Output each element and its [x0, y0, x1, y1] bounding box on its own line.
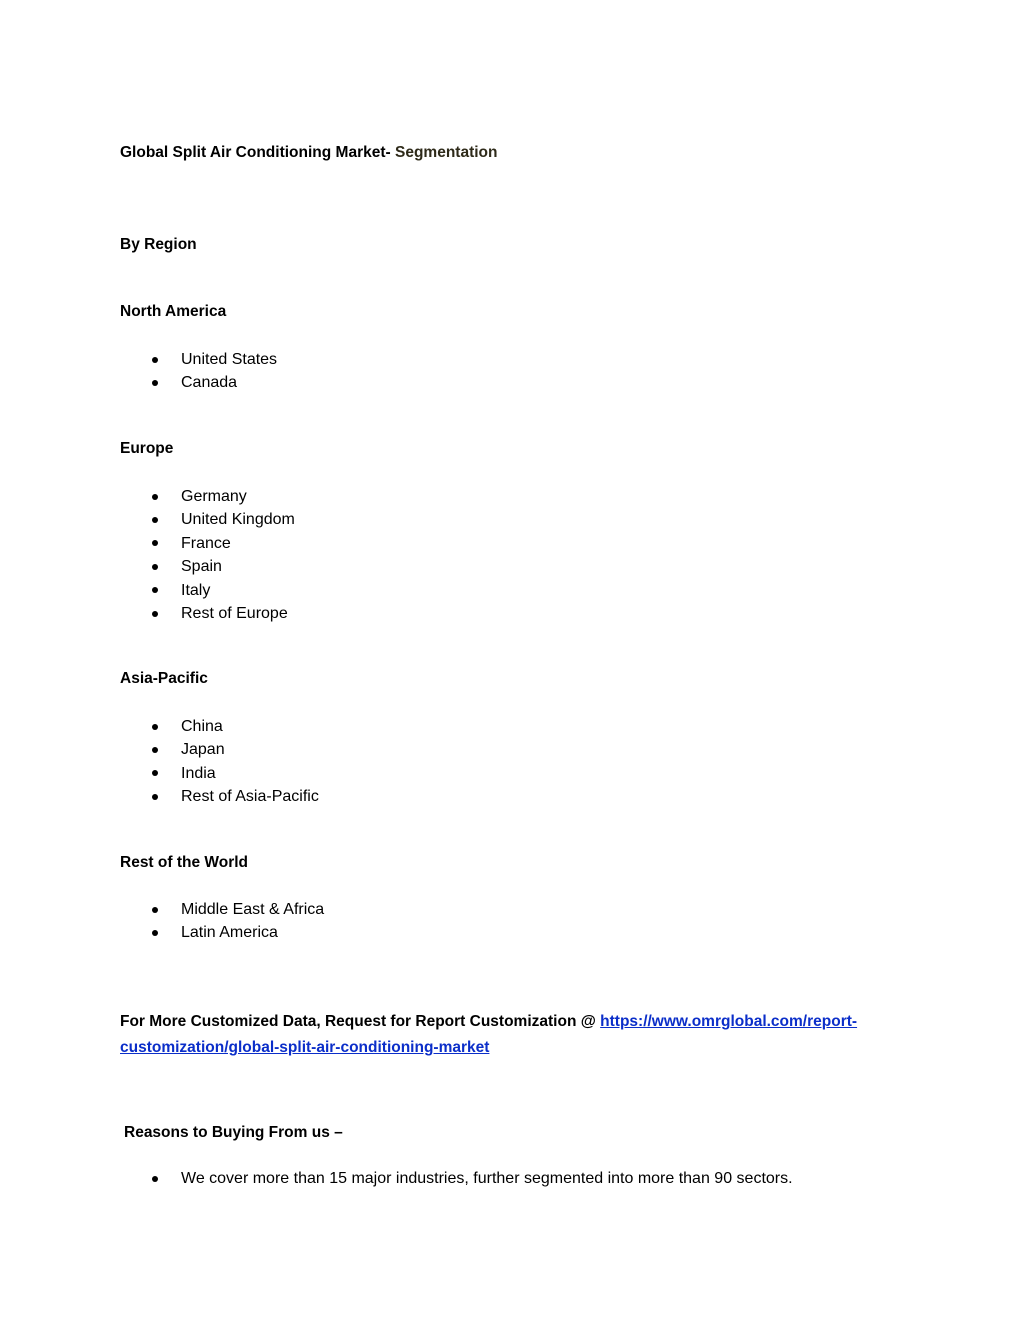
bullet-icon — [152, 494, 158, 500]
bullet-icon — [152, 747, 158, 753]
region-heading-north-america: North America — [120, 303, 227, 320]
bullet-icon — [152, 930, 158, 936]
title-accent: Segmentation — [394, 144, 498, 161]
bullet-icon — [152, 907, 158, 913]
customization-link-continued[interactable]: customization/global-split-air-conditioning-market — [120, 1039, 490, 1056]
bullet-icon — [152, 587, 158, 593]
bullet-icon — [152, 611, 158, 617]
bullet-icon — [152, 724, 158, 730]
region-heading-asia-pacific: Asia-Pacific — [120, 670, 208, 687]
bullet-icon — [152, 380, 158, 386]
bullet-icon — [152, 564, 158, 570]
bullet-icon — [152, 794, 158, 800]
reasons-heading: Reasons to Buying From us – — [124, 1124, 343, 1141]
bullet-icon — [152, 517, 158, 523]
customization-text: For More Customized Data, Request for Report Customization @ — [120, 1013, 601, 1030]
customization-link[interactable]: https://www.omrglobal.com/report- — [600, 1013, 858, 1030]
region-heading-europe: Europe — [120, 440, 174, 457]
customization-paragraph-line2 — [120, 1039, 489, 1057]
region-heading-rest-of-world: Rest of the World — [120, 854, 249, 871]
bullet-icon — [152, 357, 158, 363]
bullet-icon — [152, 770, 158, 776]
customization-paragraph — [120, 1013, 857, 1031]
title-main: Global Split Air Conditioning Market- — [120, 144, 395, 161]
bullet-icon — [152, 540, 158, 546]
bullet-icon — [152, 1176, 158, 1182]
by-region-heading: By Region — [120, 236, 197, 253]
document-page: Global Split Air Conditioning Market- Segmentation By Region North America United States Canada Europe Germany United Kingdom France Spain Italy Rest of Europe Asia-Pacific China Japan India Rest of Asia-Pacific Rest of the World Middle East & Africa Latin America For More Customized Data, Request for Report Customization @ https://www.omrglobal.com/report- customization/global-split-air-conditioning-market Reasons to Buying From us – We cover more than 15 major industries, further segmented into more than 90 sectors. — [120, 144, 858, 1187]
document-title — [120, 144, 497, 162]
